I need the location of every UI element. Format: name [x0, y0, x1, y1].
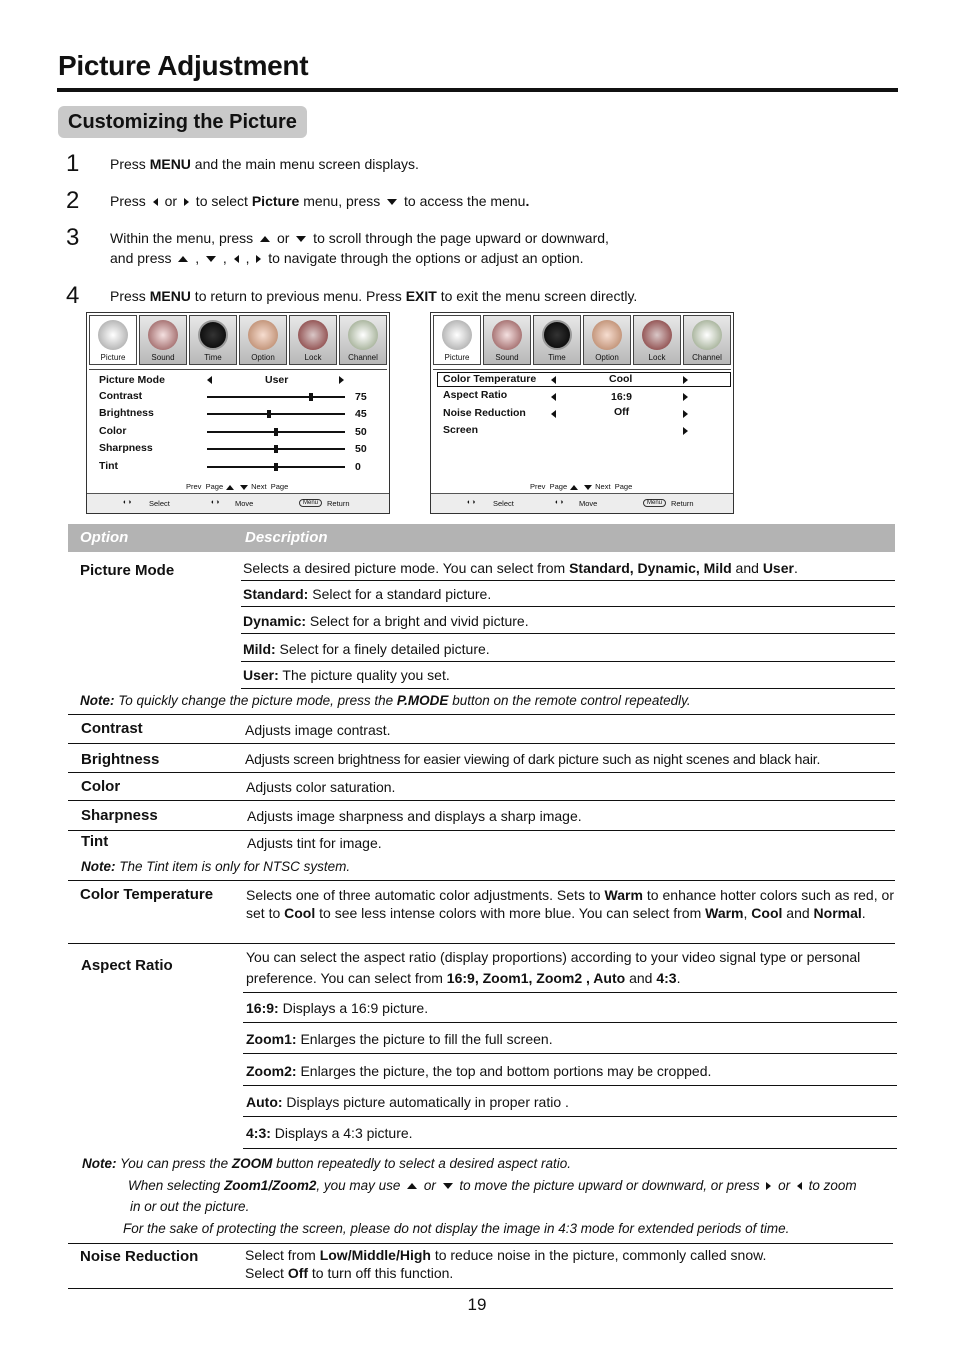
note-tint: Note: The Tint item is only for NTSC system. — [81, 859, 351, 874]
left-arrow-icon — [797, 1182, 802, 1190]
headphones-icon — [148, 320, 178, 350]
note-aspect-move-cont: in or out the picture. — [130, 1199, 250, 1214]
move-keys-icon: ◐◑ — [211, 499, 220, 506]
option-picture-mode: Picture Mode — [80, 562, 175, 579]
row-divider — [241, 633, 895, 634]
osd-value-tint: 0 — [355, 461, 361, 473]
globe-icon — [692, 320, 722, 350]
desc-color: Adjusts color saturation. — [246, 779, 396, 795]
osd-footer-select: Select — [493, 499, 514, 508]
aspect-zoom1: Zoom1: Enlarges the picture to fill the full screen. — [246, 1031, 553, 1047]
left-arrow-icon — [551, 393, 556, 401]
up-arrow-icon — [570, 485, 578, 490]
title-rule — [57, 88, 898, 92]
header-option: Option — [80, 529, 129, 546]
osd-footer-return: Return — [327, 499, 350, 508]
osd-slider-brightness[interactable] — [207, 413, 345, 415]
note-aspect-move: When selecting Zoom1/Zoom2, you may use or to move the picture upward or downward, or press or to zoom — [128, 1178, 857, 1193]
osd-slider-handle-brightness[interactable] — [267, 410, 271, 418]
right-arrow-icon — [256, 255, 261, 263]
move-keys-icon: ◐◑ — [555, 499, 564, 506]
osd-slider-handle-contrast[interactable] — [309, 393, 313, 401]
osd-value-noise-reduction: Off — [614, 406, 630, 418]
aspect-16-9: 16:9: Displays a 16:9 picture. — [246, 1000, 429, 1016]
osd-pager: Prev Page Next Page — [530, 482, 633, 491]
osd-picture-panel-2 — [433, 369, 731, 503]
osd-footer-move: Move — [579, 499, 598, 508]
aspect-zoom2: Zoom2: Enlarges the picture, the top and bottom portions may be cropped. — [246, 1063, 712, 1079]
step-1-text: Press MENU and the main menu screen displays. — [110, 156, 419, 172]
osd-pager: Prev Page Next Page — [186, 482, 289, 491]
osd-value-aspect-ratio: 16:9 — [611, 391, 633, 403]
up-arrow-icon — [178, 256, 188, 262]
left-arrow-icon — [551, 376, 556, 384]
tools-icon — [592, 320, 622, 350]
aspect-auto: Auto: Displays picture automatically in proper ratio . — [246, 1094, 569, 1110]
osd-tab-option[interactable]: Option — [583, 315, 631, 365]
osd-item-contrast[interactable]: Contrast — [99, 390, 143, 402]
lock-icon — [298, 320, 328, 350]
osd-value-color-temperature: Cool — [609, 373, 633, 385]
option-brightness: Brightness — [81, 751, 160, 768]
osd-item-color-temperature[interactable]: Color Temperature — [443, 373, 537, 385]
mode-user: User: The picture quality you set. — [243, 667, 450, 683]
option-sharpness: Sharpness — [81, 807, 158, 824]
mode-dynamic: Dynamic: Select for a bright and vivid picture. — [243, 613, 529, 629]
osd-tab-bar — [433, 315, 731, 365]
osd-tab-sound[interactable]: Sound — [483, 315, 531, 365]
option-color: Color — [81, 778, 121, 795]
note-aspect-protect: For the sake of protecting the screen, please do not display the image in 4:3 mode for extended periods of time. — [123, 1221, 790, 1236]
osd-tab-picture[interactable]: Picture — [89, 315, 137, 365]
camera-icon — [442, 320, 472, 350]
right-arrow-icon — [683, 427, 688, 435]
row-divider — [243, 1085, 897, 1086]
up-arrow-icon — [407, 1183, 417, 1189]
row-divider — [243, 1116, 897, 1117]
osd-screen-picture — [86, 312, 390, 514]
row-divider — [68, 830, 895, 831]
left-arrow-icon — [551, 410, 556, 418]
page-number: 19 — [467, 1295, 487, 1314]
option-noise-reduction: Noise Reduction — [80, 1248, 199, 1265]
down-arrow-icon — [443, 1183, 453, 1189]
osd-item-tint[interactable]: Tint — [99, 460, 119, 472]
osd-item-picture-mode[interactable]: Picture Mode — [99, 374, 165, 386]
osd-item-noise-reduction[interactable]: Noise Reduction — [443, 407, 526, 419]
step-4-text: Press MENU to return to previous menu. Press EXIT to exit the menu screen directly. — [110, 288, 638, 304]
row-divider — [241, 661, 895, 662]
step-2-text: Press or to select Picture menu, press to access the menu. — [110, 193, 530, 209]
header-description: Description — [245, 529, 328, 546]
desc-tint: Adjusts tint for image. — [247, 835, 382, 851]
row-divider — [243, 1022, 897, 1023]
row-divider — [68, 943, 895, 944]
step-number-4: 4 — [66, 282, 80, 309]
headphones-icon — [492, 320, 522, 350]
select-keys-icon: ◐◑ — [467, 499, 476, 506]
right-arrow-icon — [766, 1182, 771, 1190]
osd-item-sharpness[interactable]: Sharpness — [99, 442, 153, 454]
clock-icon — [198, 320, 228, 350]
desc-picture-mode: Selects a desired picture mode. You can select from Standard, Dynamic, Mild and User. — [243, 560, 798, 576]
camera-icon — [98, 320, 128, 350]
osd-slider-handle-color[interactable] — [274, 428, 278, 436]
section-heading: Customizing the Picture — [58, 106, 307, 138]
row-divider — [68, 880, 895, 881]
row-divider — [243, 992, 897, 993]
lock-icon — [642, 320, 672, 350]
osd-item-brightness[interactable]: Brightness — [99, 407, 154, 419]
row-divider — [68, 1288, 893, 1289]
osd-footer-move: Move — [235, 499, 254, 508]
osd-tab-lock[interactable]: Lock — [633, 315, 681, 365]
row-divider — [243, 1148, 897, 1149]
osd-tab-option[interactable]: Option — [239, 315, 287, 365]
osd-tab-picture[interactable]: Picture — [433, 315, 481, 365]
note-aspect-zoom: Note: You can press the ZOOM button repeatedly to select a desired aspect ratio. — [82, 1156, 572, 1171]
osd-value-brightness: 45 — [355, 408, 367, 420]
osd-item-aspect-ratio[interactable]: Aspect Ratio — [443, 389, 508, 401]
left-arrow-icon — [234, 255, 239, 263]
step-number-3: 3 — [66, 224, 80, 251]
clock-icon — [542, 320, 572, 350]
osd-footer-select: Select — [149, 499, 170, 508]
osd-tab-lock[interactable]: Lock — [289, 315, 337, 365]
osd-tab-channel[interactable]: Channel — [339, 315, 387, 365]
osd-item-screen[interactable]: Screen — [443, 424, 479, 436]
right-arrow-icon — [683, 410, 688, 418]
menu-key-icon: Menu — [299, 499, 322, 507]
desc-noise-reduction: Select from Low/Middle/High to reduce noise in the picture, commonly called snow. Select Off to turn off this function. — [245, 1247, 767, 1281]
table-header — [68, 524, 895, 552]
option-aspect-ratio: Aspect Ratio — [81, 957, 173, 974]
down-arrow-icon — [206, 256, 216, 262]
desc-sharpness: Adjusts image sharpness and displays a sharp image. — [247, 808, 582, 824]
row-divider — [68, 743, 895, 744]
row-divider — [241, 688, 895, 689]
option-tint: Tint — [81, 833, 109, 850]
up-arrow-icon — [260, 236, 270, 242]
step-3-text: Within the menu, press or to scroll through the page upward or downward, and press , , , to navigate through the options or adjust an option. — [110, 230, 609, 266]
right-arrow-icon — [683, 393, 688, 401]
osd-tab-channel[interactable]: Channel — [683, 315, 731, 365]
down-arrow-icon — [296, 236, 306, 242]
tools-icon — [248, 320, 278, 350]
left-arrow-icon — [207, 376, 212, 384]
osd-footer-return: Return — [671, 499, 694, 508]
down-arrow-icon — [240, 485, 248, 490]
osd-value-picture-mode: User — [265, 374, 289, 386]
desc-brightness: Adjusts screen brightness for easier viewing of dark picture such as night scenes and black hair. — [245, 751, 821, 767]
osd-value-contrast: 75 — [355, 391, 367, 403]
osd-item-color[interactable]: Color — [99, 425, 127, 437]
osd-value-sharpness: 50 — [355, 443, 367, 455]
globe-icon — [348, 320, 378, 350]
right-arrow-icon — [339, 376, 344, 384]
osd-slider-contrast[interactable] — [207, 396, 345, 398]
aspect-4-3: 4:3: Displays a 4:3 picture. — [246, 1125, 413, 1141]
row-divider — [241, 580, 895, 581]
osd-tab-time[interactable]: Time — [189, 315, 237, 365]
row-divider — [68, 800, 895, 801]
desc-color-temperature: Selects one of three automatic color adjustments. Sets to Warm to enhance hotter colors such as red, or set to Cool to see less intense colors with more blue. You can select from Warm, Cool and Normal. — [246, 887, 894, 921]
right-arrow-icon — [184, 198, 189, 206]
row-divider — [241, 606, 895, 607]
page-title: Picture Adjustment — [58, 50, 309, 81]
row-divider — [68, 772, 895, 773]
left-arrow-icon — [153, 198, 158, 206]
down-arrow-icon — [387, 199, 397, 205]
option-contrast: Contrast — [81, 720, 143, 737]
osd-tab-bar — [89, 315, 387, 365]
note-picture-mode: Note: To quickly change the picture mode, press the P.MODE button on the remote control repeatedly. — [80, 693, 691, 708]
row-divider — [68, 714, 895, 715]
mode-mild: Mild: Select for a finely detailed picture. — [243, 641, 490, 657]
up-arrow-icon — [226, 485, 234, 490]
select-keys-icon: ◐◑ — [123, 499, 132, 506]
option-color-temperature: Color Temperature — [80, 886, 214, 903]
osd-footer — [431, 493, 733, 513]
step-number-2: 2 — [66, 187, 80, 214]
osd-picture-panel — [89, 369, 387, 503]
desc-aspect-ratio: You can select the aspect ratio (display proportions) according to your video signal type or personal preference. You can select from 16:9, Zoom1, Zoom2 , Auto and 4:3. — [246, 949, 861, 986]
mode-standard: Standard: Select for a standard picture. — [243, 586, 492, 602]
osd-tab-sound[interactable]: Sound — [139, 315, 187, 365]
osd-tab-time[interactable]: Time — [533, 315, 581, 365]
step-number-1: 1 — [66, 150, 80, 177]
osd-slider-handle-sharpness[interactable] — [274, 445, 278, 453]
desc-contrast: Adjusts image contrast. — [245, 722, 391, 738]
menu-key-icon: Menu — [643, 499, 666, 507]
osd-footer — [87, 493, 389, 513]
row-divider — [68, 1243, 893, 1244]
osd-slider-handle-tint[interactable] — [274, 463, 278, 471]
row-divider — [243, 1053, 897, 1054]
down-arrow-icon — [584, 485, 592, 490]
osd-value-color: 50 — [355, 426, 367, 438]
osd-screen-picture-page2 — [430, 312, 734, 514]
right-arrow-icon — [683, 376, 688, 384]
